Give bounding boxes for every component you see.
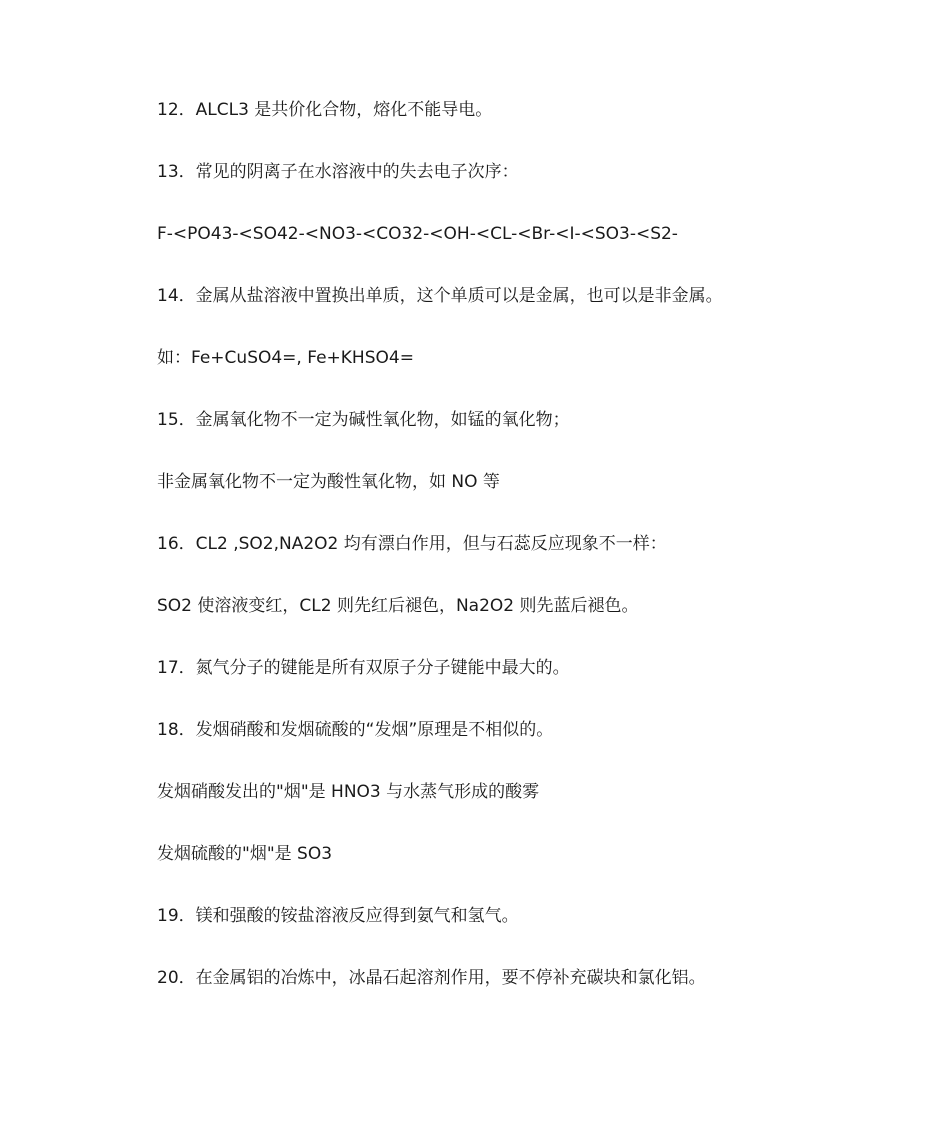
text-line-13-sequence: F-<PO43-<SO42-<NO3-<CO32-<OH-<CL-<Br-<I-<SO3-<S2- — [157, 224, 678, 244]
text-line-15-cont: 非金属氧化物不一定为酸性氧化物，如 NO 等 — [157, 472, 500, 492]
text-line-20: 20．在金属铝的冶炼中，冰晶石起溶剂作用，要不停补充碳块和氯化铝。 — [157, 968, 706, 988]
text-line-15: 15．金属氧化物不一定为碱性氧化物，如锰的氧化物； — [157, 410, 570, 430]
text-line-18: 18．发烟硝酸和发烟硫酸的“发烟”原理是不相似的。 — [157, 720, 554, 740]
text-line-14: 14．金属从盐溶液中置换出单质，这个单质可以是金属，也可以是非金属。 — [157, 286, 723, 306]
text-line-18-nitric: 发烟硝酸发出的"烟"是 HNO3 与水蒸气形成的酸雾 — [157, 782, 540, 802]
text-line-16: 16．CL2 ,SO2,NA2O2 均有漂白作用，但与石蕊反应现象不一样： — [157, 534, 667, 554]
text-line-17: 17．氮气分子的键能是所有双原子分子键能中最大的。 — [157, 658, 570, 678]
text-line-18-sulfuric: 发烟硫酸的"烟"是 SO3 — [157, 844, 333, 864]
text-line-19: 19．镁和强酸的铵盐溶液反应得到氨气和氢气。 — [157, 906, 519, 926]
text-line-12: 12．ALCL3 是共价化合物，熔化不能导电。 — [157, 100, 493, 120]
text-line-16-cont: SO2 使溶液变红，CL2 则先红后褪色，Na2O2 则先蓝后褪色。 — [157, 596, 639, 616]
text-line-13: 13．常见的阴离子在水溶液中的失去电子次序： — [157, 162, 519, 182]
text-line-14-example: 如：Fe+CuSO4=, Fe+KHSO4= — [157, 348, 414, 368]
